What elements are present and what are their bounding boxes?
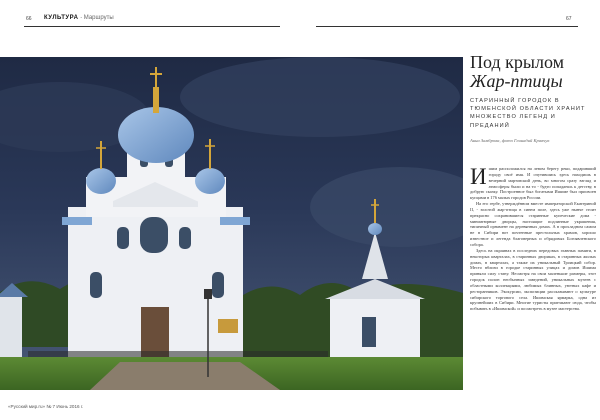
window-main <box>140 217 168 253</box>
paragraph: На его гербе, утверждённом вместе императорской Екатериной II, - золотой жар-птица в синем поле, здесь уже нынче стоит прекрасно сохранившиеся старинные купеческие дома - миниатюрные дворцы, настоящие подлинные украшения, типичный орнамент на деревянных домах. А в прохладном самом не в Сибири вот почтенные престольных храмов, хорошо известное и легенда благоверных и обрядовых Богоявленского собора. <box>470 201 596 247</box>
church-photo <box>0 57 463 390</box>
bell <box>218 319 238 333</box>
left-page-number: 66 <box>26 16 32 22</box>
section-separator: · <box>80 15 83 21</box>
header-rule-left <box>24 26 280 27</box>
window <box>212 272 224 298</box>
right-page-number: 67 <box>566 16 572 22</box>
drop-cap: И <box>470 164 487 189</box>
magazine-footer: «Русский мир.ru» № 7 Июнь 2016 г. <box>8 404 84 409</box>
article-lede: СТАРИННЫЙ ГОРОДОК В ТЮМЕНСКОЙ ОБЛАСТИ ХРАНИТ МНОЖЕСТВО ЛЕГЕНД И ПРЕДАНИЙ <box>470 98 586 129</box>
paragraph <box>470 166 596 201</box>
title-line-1: Под крылом <box>470 52 565 72</box>
house-left <box>0 297 22 357</box>
paragraph-text: шим расположился на левом берегу реки, подаривший городу своё имя. И очутившись здесь находишь в вечерний мартовский день, во многом сразу взгляд и атмосферы были и на то - будто попадаешь к детству, в добрую сказку. Построенное был богатыми Ишиме был присвоен купцами в 176 малых городов России. <box>470 166 596 201</box>
cloud <box>180 57 460 137</box>
church-door <box>141 307 169 357</box>
section-header <box>44 15 114 21</box>
side-dome-left <box>86 168 116 194</box>
window <box>179 227 191 249</box>
article-byline: Анна Замброва, фото Геннадий Кравчук <box>470 138 550 143</box>
header-rule-right <box>316 26 578 27</box>
roof-left <box>62 217 92 225</box>
section-title: КУЛЬТУРА <box>44 15 79 21</box>
window <box>117 227 129 249</box>
article-body <box>470 166 596 312</box>
side-dome-right <box>195 168 225 194</box>
window <box>90 272 102 298</box>
central-dome <box>118 107 194 163</box>
chapel-window <box>362 317 376 347</box>
lamp <box>204 289 212 299</box>
title-line-2: Жар-птицы <box>470 71 563 91</box>
chapel-dome <box>368 223 382 235</box>
roof-right <box>220 217 250 225</box>
rubric-label: Маршруты <box>83 15 114 21</box>
church-illustration <box>0 57 463 390</box>
article-title <box>470 53 598 91</box>
paragraph: Здесь на окраинах в последних передовых главных памяти, в некоторых кварталах, в старинных двориках, в старинных жилых домах, в кварталах, а также их уникальный Троицкий собор. Место вблизи в городке старинных улицах и домов Ишима приняли силу стану. Несмотря на свои маленькие размеры, этот городок полон необычных заведений, уникальных музеев с областными коллекциями, любимых блинных, уютных кафе и ресторанчиков. Экскурсии, экспозиции рассказывают о культуре сибирского торгового села. Ишимская ярмарка, одна из крупнейших в Сибири. Многие туристы приезжают сюда, чтобы побывать в «Ишимской» и посмотреть в музее мастерства. <box>470 247 596 312</box>
